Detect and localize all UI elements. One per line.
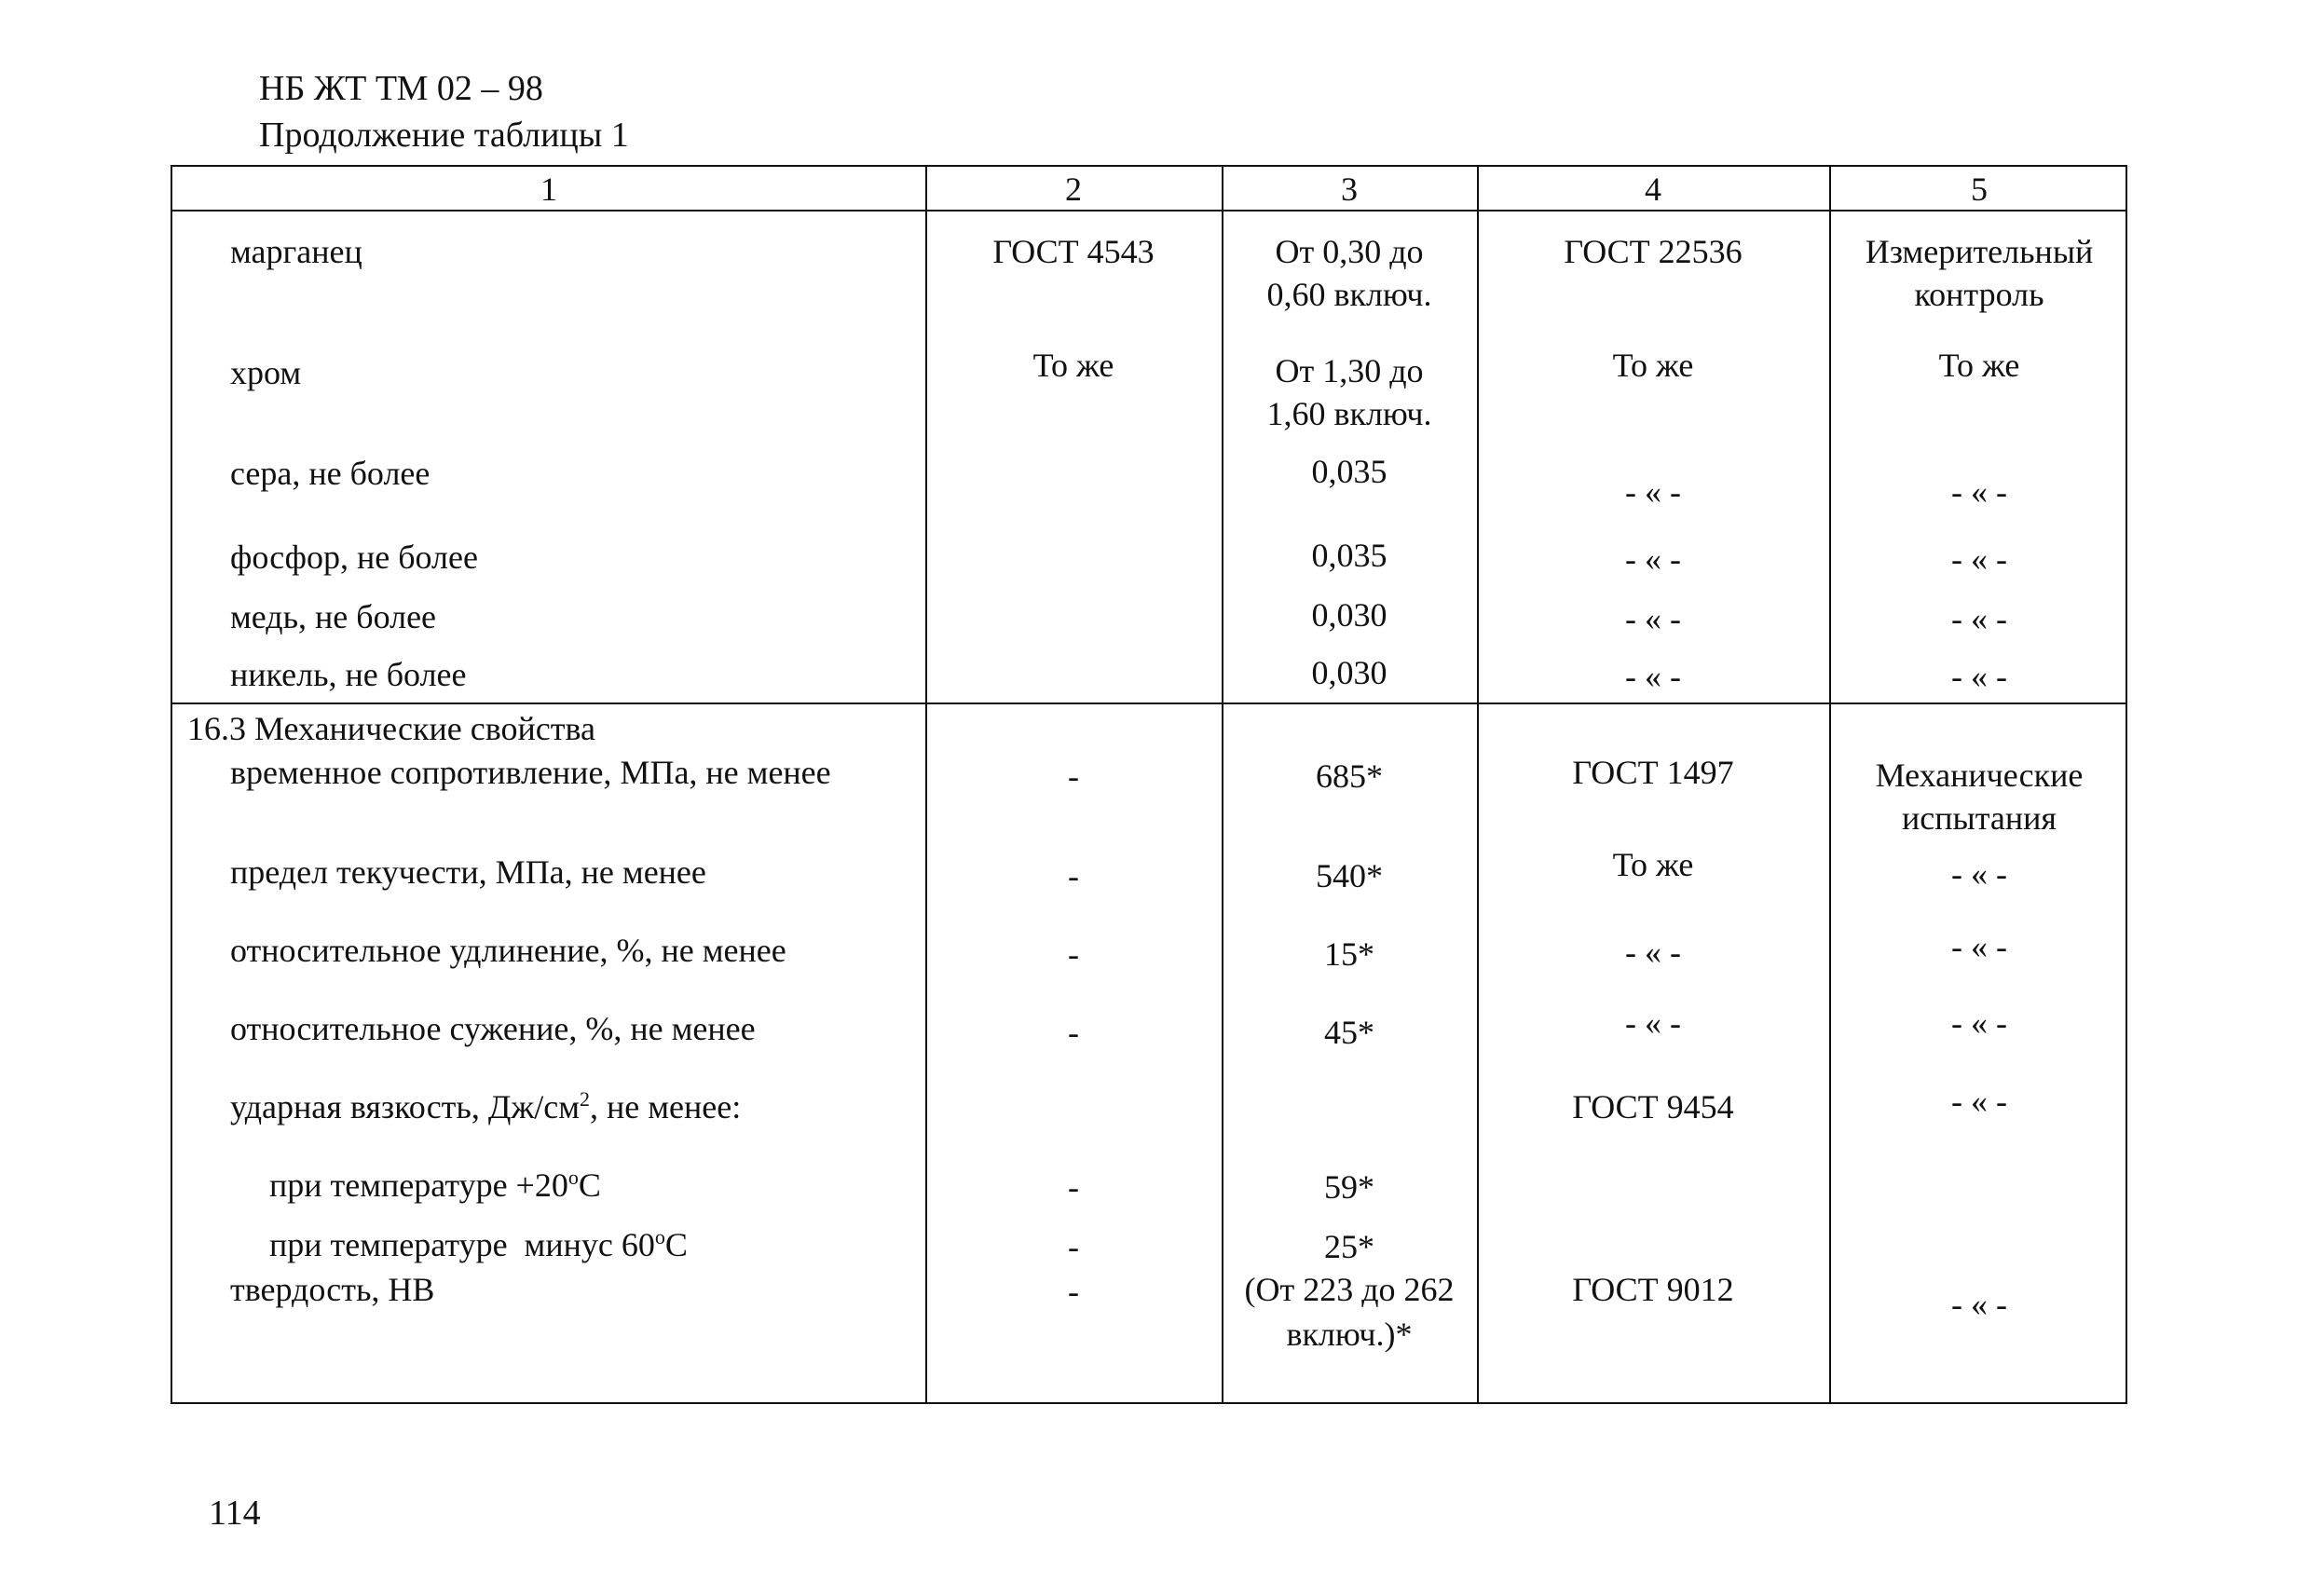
method-standard-cell: ГОСТ 22536 bbox=[1564, 233, 1743, 270]
control-type-cell: - « - bbox=[1951, 855, 2007, 893]
table-continuation-label: Продолжение таблицы 1 bbox=[259, 116, 629, 155]
row-name: твердость, НВ bbox=[230, 1271, 435, 1308]
method-standard-cell: - « - bbox=[1625, 934, 1681, 971]
standard-cell: - bbox=[1068, 1273, 1079, 1310]
header-row-divider bbox=[172, 210, 2125, 211]
value-cell: 15* bbox=[1324, 935, 1374, 973]
value-cell: 0,035 bbox=[1311, 453, 1387, 490]
row-name: предел текучести, МПа, не менее bbox=[230, 853, 706, 891]
row-name-text: С bbox=[664, 1226, 688, 1263]
value-cell: 45* bbox=[1324, 1014, 1374, 1051]
method-standard-cell: То же bbox=[1612, 347, 1694, 384]
standard-cell: - bbox=[1068, 935, 1079, 973]
method-standard-cell: - « - bbox=[1625, 473, 1681, 511]
control-type-cell: - « - bbox=[1951, 1004, 2007, 1042]
control-type-cell: - « - bbox=[1951, 540, 2007, 578]
page-number: 114 bbox=[209, 1494, 261, 1533]
control-type-cell: Механические bbox=[1875, 757, 2084, 794]
control-type-cell: контроль bbox=[1914, 276, 2044, 313]
row-name: относительное сужение, %, не менее bbox=[230, 1010, 756, 1047]
control-type-cell: - « - bbox=[1951, 473, 2007, 511]
row-name bbox=[269, 1223, 688, 1266]
section-title: 16.3 Механические свойства bbox=[187, 710, 595, 747]
value-cell: 0,035 bbox=[1311, 537, 1387, 574]
column-header-2: 2 bbox=[1065, 171, 1082, 208]
control-type-cell: - « - bbox=[1951, 1083, 2007, 1120]
control-type-cell: - « - bbox=[1951, 600, 2007, 637]
control-type-cell: - « - bbox=[1951, 1286, 2007, 1323]
row-name: медь, не более bbox=[230, 598, 437, 635]
row-name: фосфор, не более bbox=[230, 539, 478, 576]
standard-cell: - bbox=[1068, 857, 1079, 894]
degree-sign: o bbox=[567, 1166, 579, 1189]
value-cell: (От 223 до 262 bbox=[1244, 1271, 1455, 1308]
row-name-text: ударная вязкость, Дж/см bbox=[230, 1088, 581, 1125]
column-header-1: 1 bbox=[540, 171, 557, 208]
specification-table bbox=[171, 165, 2127, 1404]
standard-cell: - bbox=[1068, 1228, 1079, 1265]
control-type-cell: То же bbox=[1938, 347, 2020, 384]
degree-sign: o bbox=[654, 1225, 665, 1248]
method-standard-cell: - « - bbox=[1625, 600, 1681, 637]
row-name bbox=[269, 1164, 601, 1207]
method-standard-cell: - « - bbox=[1625, 1004, 1681, 1042]
standard-cell: - bbox=[1068, 757, 1079, 795]
document-header bbox=[259, 65, 629, 158]
value-cell: 0,030 bbox=[1311, 596, 1387, 634]
standard-cell: ГОСТ 4543 bbox=[992, 233, 1155, 270]
method-standard-cell: - « - bbox=[1625, 540, 1681, 578]
row-name: относительное удлинение, %, не менее bbox=[230, 932, 786, 969]
row-name: марганец bbox=[230, 233, 362, 270]
value-cell: 685* bbox=[1316, 757, 1383, 795]
column-header-4: 4 bbox=[1645, 171, 1661, 208]
superscript: 2 bbox=[580, 1087, 591, 1111]
standard-cell: То же bbox=[1032, 347, 1114, 384]
value-cell: 0,030 bbox=[1311, 654, 1387, 691]
control-type-cell: - « - bbox=[1951, 928, 2007, 965]
column-header-5: 5 bbox=[1971, 171, 1988, 208]
value-cell: 25* bbox=[1324, 1228, 1374, 1265]
standard-cell: - bbox=[1068, 1014, 1079, 1051]
row-name-text: , не менее: bbox=[590, 1088, 742, 1125]
document-code: НБ ЖТ ТМ 02 – 98 bbox=[259, 69, 543, 108]
value-cell: От 1,30 до bbox=[1275, 352, 1424, 389]
method-standard-cell: ГОСТ 1497 bbox=[1572, 754, 1734, 791]
row-name bbox=[230, 1085, 741, 1128]
method-standard-cell: ГОСТ 9012 bbox=[1572, 1271, 1734, 1308]
control-type-cell: испытания bbox=[1902, 799, 2057, 837]
value-cell: включ.)* bbox=[1286, 1316, 1413, 1353]
value-cell: 540* bbox=[1316, 857, 1383, 894]
value-cell: От 0,30 до bbox=[1275, 233, 1424, 270]
method-standard-cell: То же bbox=[1612, 846, 1694, 883]
row-name: временное сопротивление, МПа, не менее bbox=[230, 754, 831, 791]
row-name: хром bbox=[230, 354, 302, 391]
row-name-text: при температуре минус 60 bbox=[269, 1226, 655, 1263]
row-name-text: С bbox=[578, 1166, 601, 1204]
section-divider bbox=[172, 703, 2125, 704]
row-name: никель, не более bbox=[230, 656, 467, 693]
method-standard-cell: ГОСТ 9454 bbox=[1572, 1088, 1734, 1125]
column-header-3: 3 bbox=[1341, 171, 1358, 208]
row-name: сера, не более bbox=[230, 455, 431, 492]
standard-cell: - bbox=[1068, 1168, 1079, 1206]
control-type-cell: Измерительный bbox=[1865, 233, 2094, 270]
value-cell: 1,60 включ. bbox=[1266, 395, 1432, 432]
value-cell: 0,60 включ. bbox=[1266, 276, 1432, 313]
control-type-cell: - « - bbox=[1951, 658, 2007, 695]
row-name-text: при температуре +20 bbox=[269, 1166, 568, 1204]
value-cell: 59* bbox=[1324, 1168, 1374, 1206]
method-standard-cell: - « - bbox=[1625, 658, 1681, 695]
